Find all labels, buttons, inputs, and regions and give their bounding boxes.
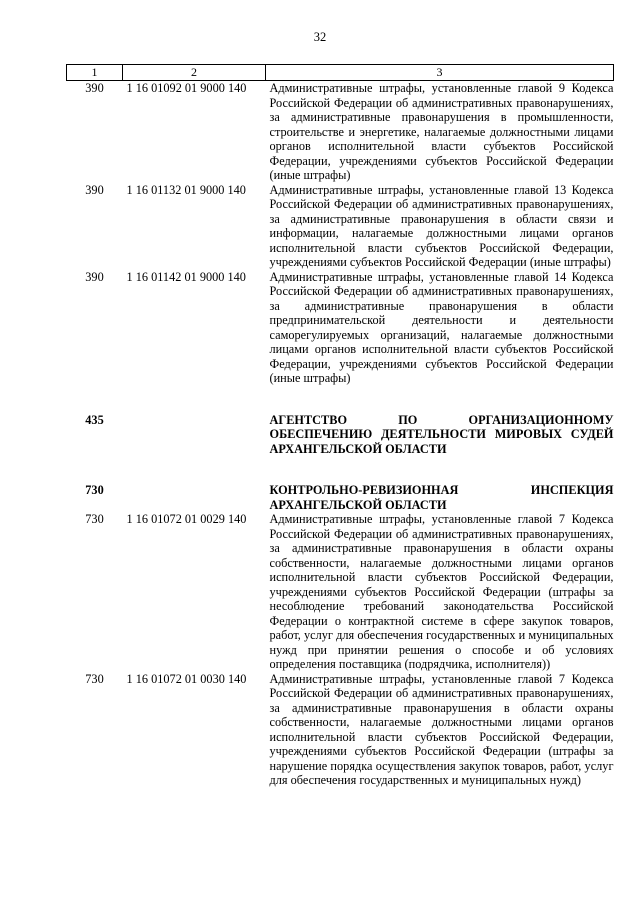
revenue-code-cell: 1 16 01142 01 9000 140 [126, 269, 246, 284]
revenue-description-cell: Административные штрафы, установленные главой 9 Кодекса Российской Федерации об административных правонарушениях, за административные правонарушения в промышленности, строительстве и энергетике, налагаемые должностными лицами органов исполнительной власти субъектов Российской Федерации, учреждениями субъектов Российской Федерации (иные штрафы) [269, 81, 614, 182]
revenue-description-cell: Административные штрафы, установленные главой 14 Кодекса Российской Федерации об административных правонарушениях, за административные правонарушения в области предпринимательской деятельности и деятельности саморегулируемых организаций, налагаемые должностными лицами органов исполнительной власти субъектов Российской Федерации, учреждениями субъектов Российской Федерации (иные штрафы) [269, 269, 614, 385]
revenue-description-cell: Административные штрафы, установленные главой 13 Кодекса Российской Федерации об административных правонарушениях, за административные правонарушения в области связи и информации, налагаемые должностными лицами органов исполнительной власти субъектов Российской Федерации, учреждениями субъектов Российской Федерации (иные штрафы) [269, 182, 614, 269]
revenue-code-cell: 1 16 01072 01 0030 140 [126, 671, 247, 686]
administrator-name-cell: АГЕНТСТВО ПО ОРГАНИЗАЦИОННОМУ ОБЕСПЕЧЕНИЮ ДЕЯТЕЛЬНОСТИ МИРОВЫХ СУДЕЙ АРХАНГЕЛЬСКОЙ ОБЛАСТИ [269, 412, 614, 456]
table-row [67, 183, 614, 270]
table-row [67, 672, 614, 788]
revenue-code-cell: 1 16 01132 01 9000 140 [126, 182, 246, 197]
admin-code-cell: 435 [85, 412, 104, 427]
revenue-code-cell [123, 456, 266, 512]
page-number: 32 [313, 30, 327, 44]
budget-revenue-table [66, 64, 614, 788]
revenue-code-cell: 1 16 01072 01 0029 140 [126, 512, 247, 526]
column-header: 3 [266, 65, 614, 81]
admin-code-cell: 730 [85, 512, 104, 526]
admin-code-cell: 390 [85, 182, 104, 197]
revenue-description-cell: Административные штрафы, установленные главой 7 Кодекса Российской Федерации об административных правонарушениях, за административные правонарушения в области охраны собственности, налагаемые должностными лицами органов исполнительной власти субъектов Российской Федерации, учреждениями субъектов Российской Федерации (штрафы за нарушение порядка осуществления закупок товаров, работ, услуг для обеспечения государственных и муниципальных нужд) [269, 671, 614, 787]
revenue-code-cell [123, 386, 266, 457]
administrator-heading-row [67, 386, 614, 457]
table-row [67, 270, 614, 386]
revenue-description-cell: Административные штрафы, установленные главой 7 Кодекса Российской Федерации об административных правонарушениях, за административные правонарушения в области охраны собственности, налагаемые должностными лицами органов исполнительной власти субъектов Российской Федерации, учреждениями субъектов Российской Федерации (штрафы за несоблюдение требований законодательства Российской Федерации о контрактной системе в сфере закупок товаров, работ, услуг для обеспечения государственных и муниципальных нужд при принятии решения о способе и об условиях определения поставщика (подрядчика, исполнителя)) [269, 512, 614, 671]
table-header-row [67, 65, 614, 81]
table-row [67, 512, 614, 672]
admin-code-cell: 390 [85, 81, 104, 95]
administrator-heading-row [67, 456, 614, 512]
admin-code-cell: 390 [85, 269, 104, 284]
column-header: 1 [67, 65, 123, 81]
admin-code-cell: 730 [85, 671, 104, 686]
administrator-name-cell: КОНТРОЛЬНО-РЕВИЗИОННАЯ ИНСПЕКЦИЯ АРХАНГЕЛЬСКОЙ ОБЛАСТИ [269, 483, 614, 512]
column-header: 2 [123, 65, 266, 81]
admin-code-cell: 730 [85, 483, 104, 497]
revenue-code-cell: 1 16 01092 01 9000 140 [126, 81, 247, 95]
table-row [67, 81, 614, 183]
